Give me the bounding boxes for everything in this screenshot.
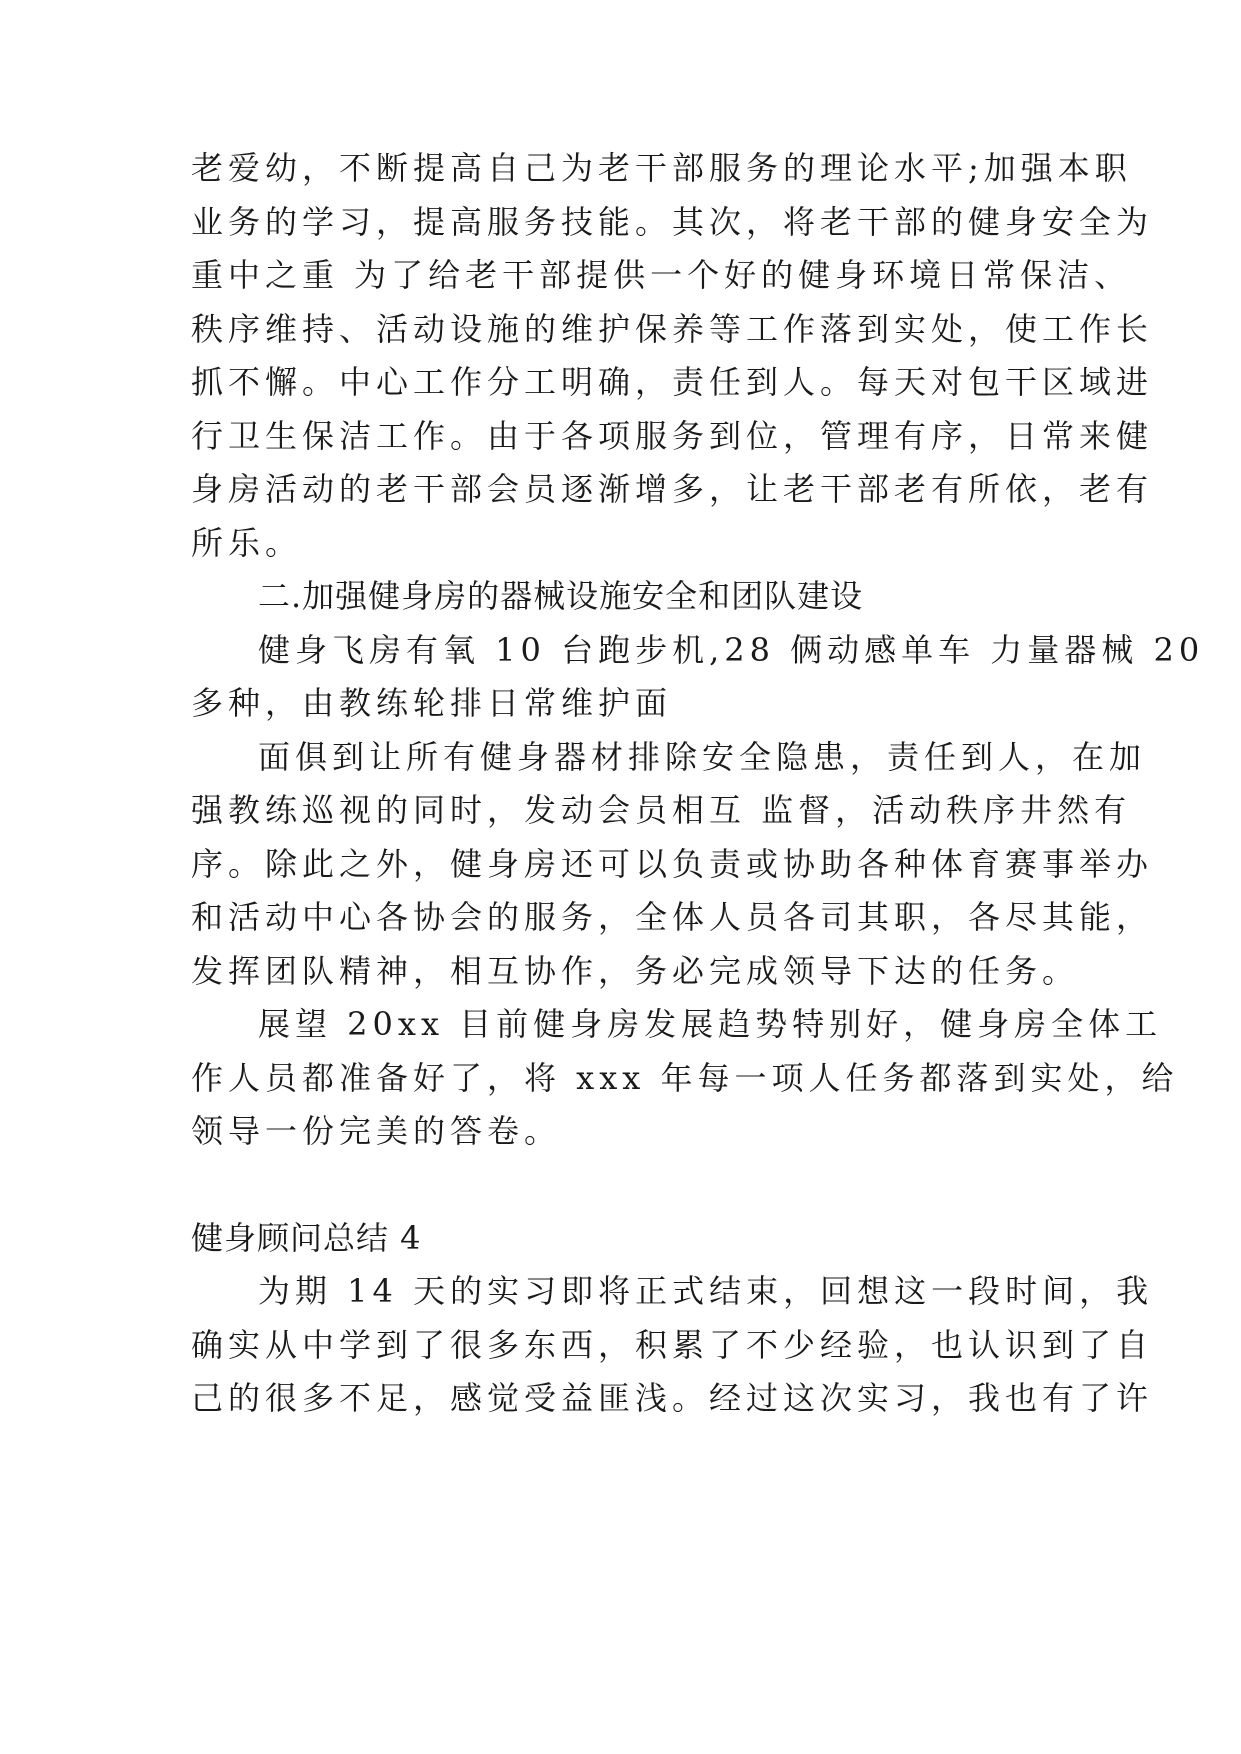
paragraph-1-line-7: 身房活动的老干部会员逐渐增多，让老干部老有所依，老有	[191, 470, 1154, 508]
paragraph-1-line-8: 所乐。	[191, 524, 303, 562]
paragraph-1-line-3: 重中之重 为了给老干部提供一个好的健身环境日常保洁、	[191, 256, 1132, 294]
paragraph-1-line-5: 抓不懈。中心工作分工明确，责任到人。每天对包干区域进	[191, 363, 1154, 401]
paragraph-1-line-2: 业务的学习，提高服务技能。其次，将老干部的健身安全为	[191, 203, 1154, 241]
paragraph-3-line-4: 和活动中心各协会的服务，全体人员各司其职，各尽其能，	[191, 898, 1154, 936]
section-2-heading: 二.加强健身房的器械设施安全和团队建设	[258, 577, 864, 615]
paragraph-1-line-1: 老爱幼，不断提高自己为老干部服务的理论水平;加强本职	[191, 149, 1132, 187]
paragraph-4-line-2: 作人员都准备好了，将 xxx 年每一项人任务都落到实处，给	[191, 1059, 1179, 1097]
paragraph-3-line-3: 序。除此之外，健身房还可以负责或协助各种体育赛事举办	[191, 845, 1154, 883]
paragraph-5-line-1: 为期 14 天的实习即将正式结束，回想这一段时间，我	[258, 1272, 1154, 1310]
paragraph-1-line-6: 行卫生保洁工作。由于各项服务到位，管理有序，日常来健	[191, 417, 1154, 455]
paragraph-2-line-2: 多种，由教练轮排日常维护面	[191, 684, 673, 722]
paragraph-4-line-3: 领导一份完美的答卷。	[191, 1112, 562, 1150]
paragraph-4-line-1: 展望 20xx 目前健身房发展趋势特别好，健身房全体工	[258, 1005, 1163, 1043]
paragraph-2-line-1: 健身飞房有氧 10 台跑步机,28 俩动感单车 力量器械 20	[258, 631, 1205, 669]
section-4-heading: 健身顾问总结 4	[191, 1219, 422, 1257]
paragraph-3-line-5: 发挥团队精神，相互协作，务必完成领导下达的任务。	[191, 952, 1080, 990]
paragraph-3-line-2: 强教练巡视的同时，发动会员相互 监督，活动秩序井然有	[191, 791, 1132, 829]
paragraph-1-line-4: 秩序维持、活动设施的维护保养等工作落到实处，使工作长	[191, 310, 1154, 348]
paragraph-3-line-1: 面俱到让所有健身器材排除安全隐患，责任到人，在加	[258, 738, 1147, 776]
paragraph-5-line-2: 确实从中学到了很多东西，积累了不少经验，也认识到了自	[191, 1326, 1154, 1364]
paragraph-5-line-3: 己的很多不足，感觉受益匪浅。经过这次实习，我也有了许	[191, 1379, 1154, 1417]
